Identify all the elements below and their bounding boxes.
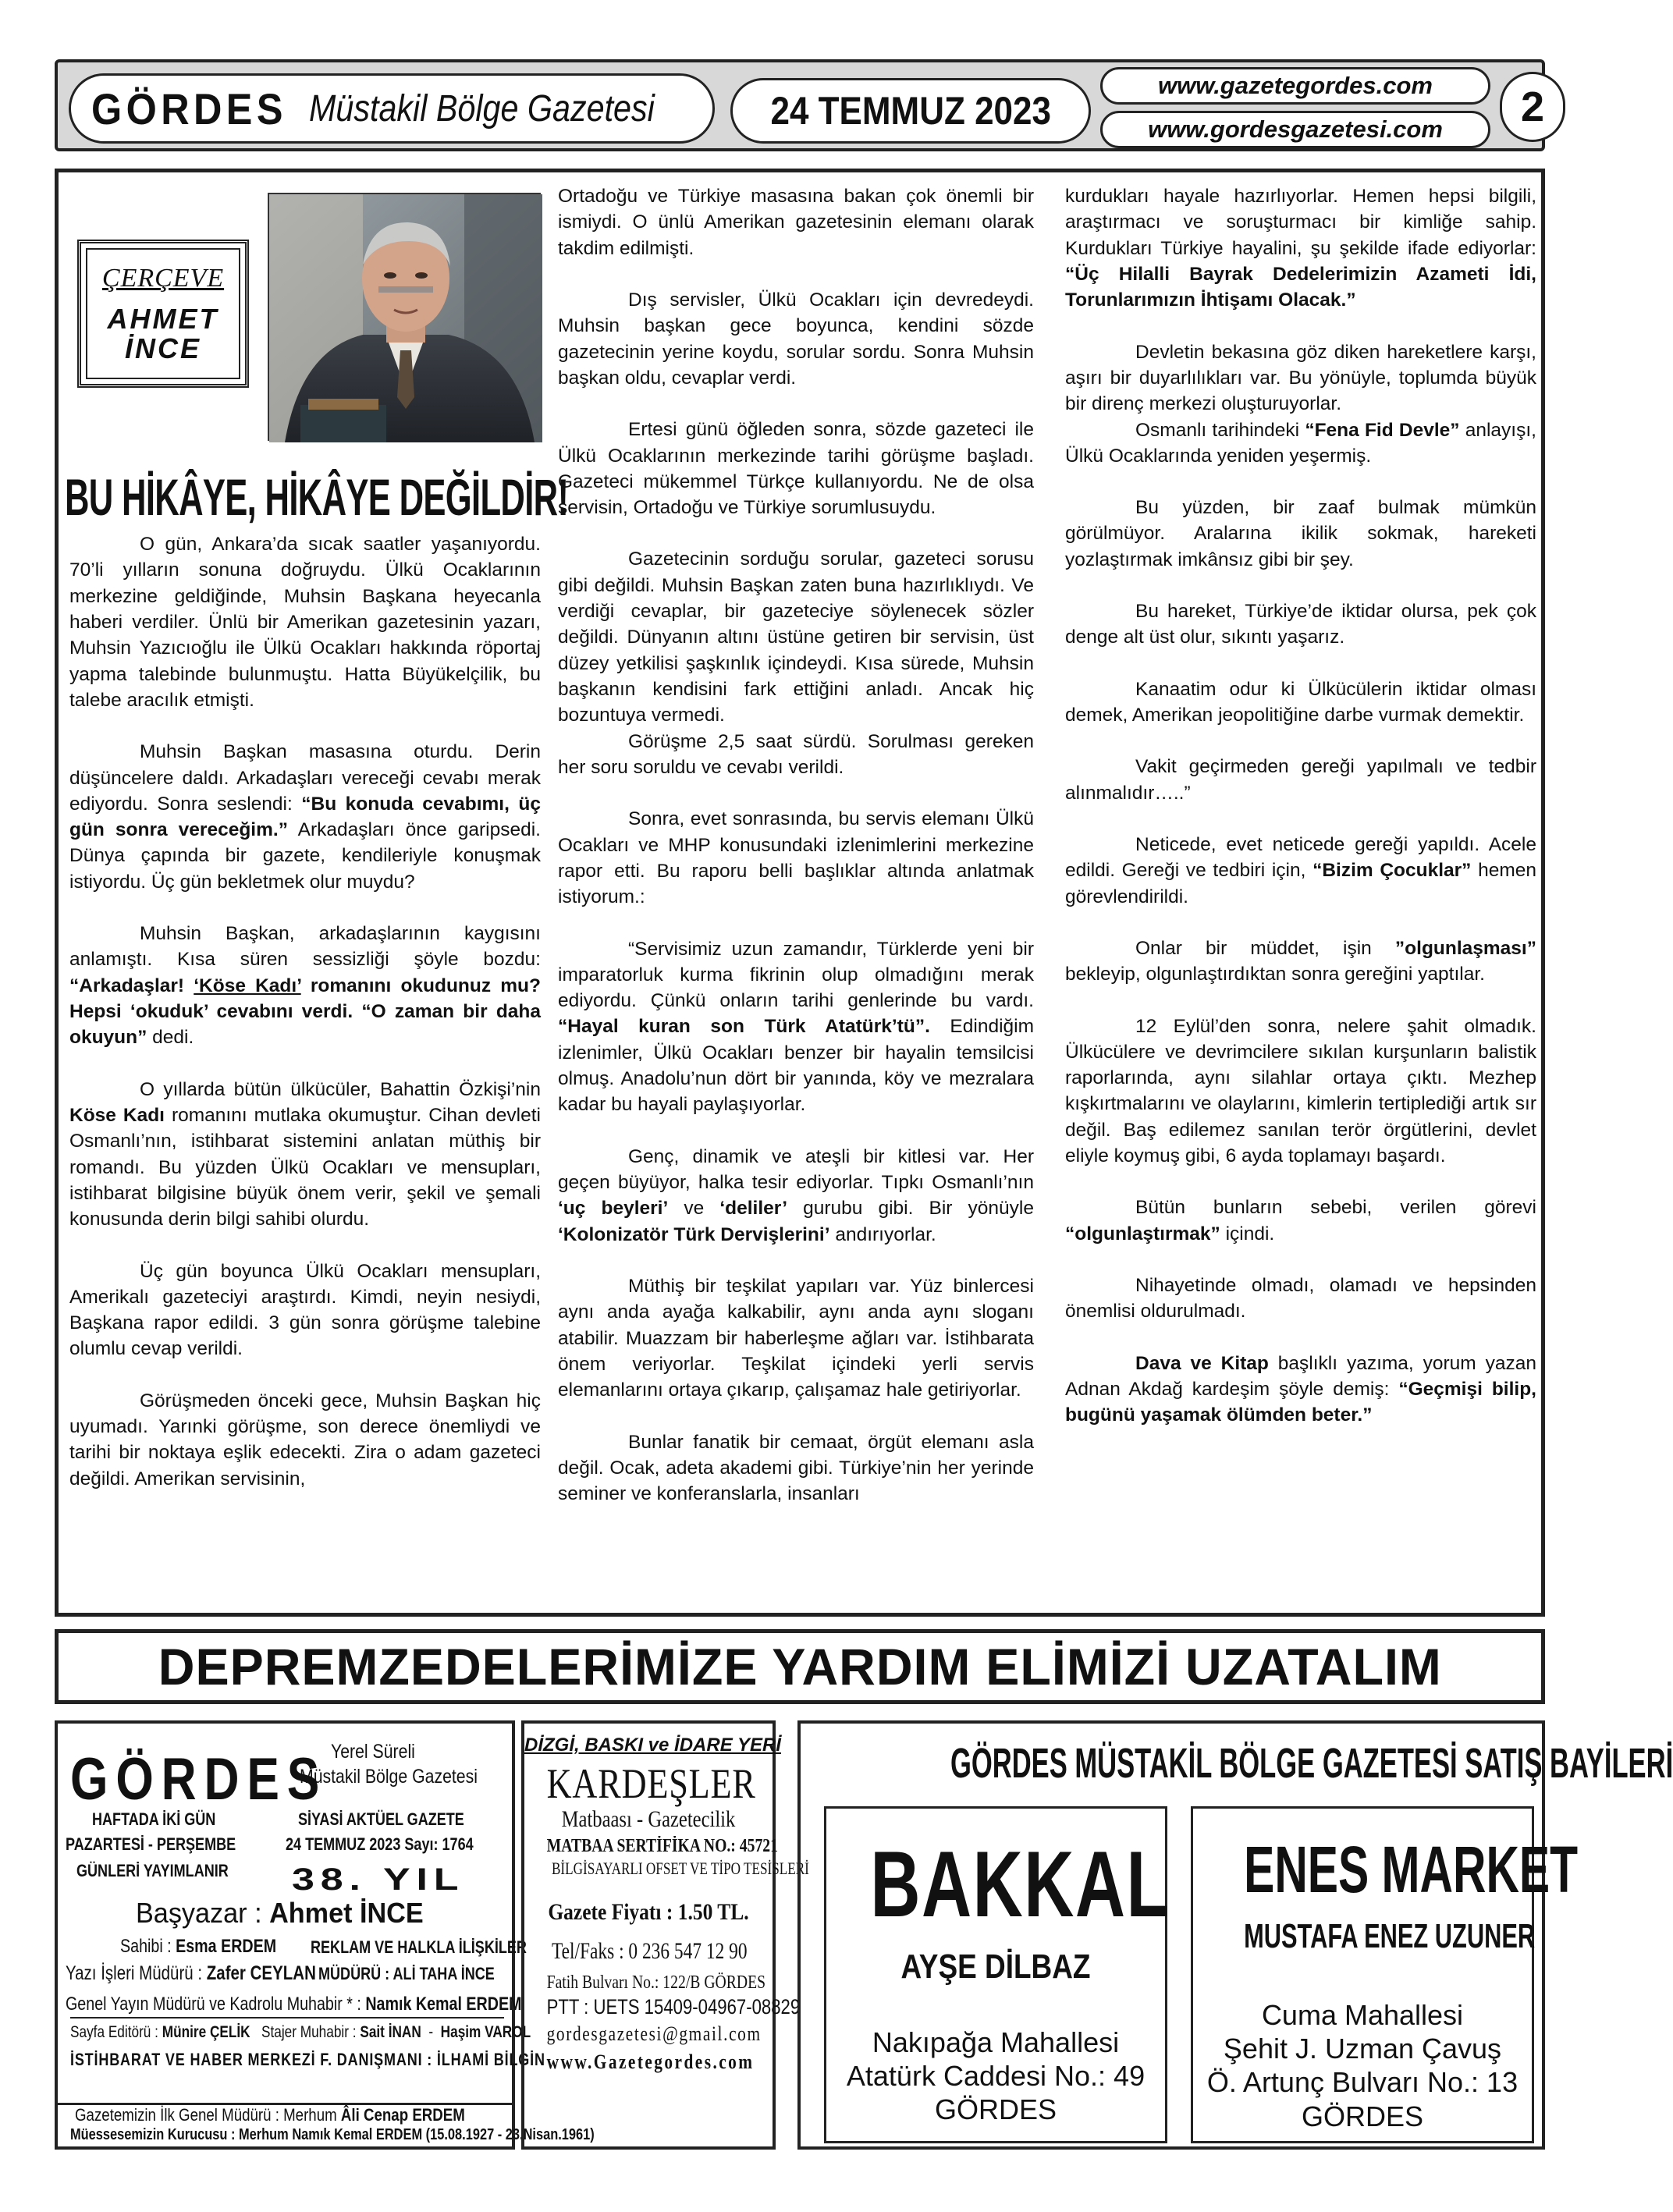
- dealer-owner: AYŞE DİLBAZ: [900, 1947, 1091, 1986]
- paragraph: Nihayetinde olmadı, olamadı ve hepsinden önemlisi oldurulmadı.: [1065, 1275, 1536, 1323]
- author-portrait-image: [269, 194, 542, 442]
- text-run: Arkadaşları önce garipsedi. Dünya çapında bir gazete, kendileriyle konuşmak istiyordu. Üç gün bekletmek olur muydu?: [69, 819, 541, 893]
- printer-website[interactable]: www.Gazetegordes.com: [546, 2050, 755, 2073]
- label: Başyazar :: [136, 1897, 270, 1929]
- paragraph: Devletin bekasına göz diken hareketlere karşı, aşırı bir duyarlılıkları var. Bu yönüyle, toplumda büyük bir direnç merkezi oluşturuyorlar.: [1065, 341, 1536, 415]
- imprint-sayfa: Sayfa Editörü : Münire ÇELİK Stajer Muhabir : Sait İNAN - Haşim VAROL: [70, 2023, 531, 2041]
- address-line: Atatürk Caddesi No.: 49: [846, 2060, 1146, 2093]
- paragraph: Ortadoğu ve Türkiye masasına bakan çok önemli bir ismiydi. O ünlü Amerikan gazetesinin elemanı olarak takdim edilmişti.: [558, 186, 1034, 259]
- text-run: Muhsin Başkan, arkadaşlarının kaygısını anlamıştı. Kısa süren sessizliği şöyle bozdu:: [69, 923, 541, 971]
- text-run: başlıklı yazıma, yorum yazan Adnan Akdağ kardeşim şöyle demiş:: [1065, 1352, 1536, 1400]
- article-column-2: [558, 183, 1034, 1507]
- text-run: anlayışı, Ülkü Ocaklarında yeniden yeşermiş.: [1065, 419, 1536, 467]
- dealer-name: BAKKAL: [870, 1832, 1170, 1937]
- label: Sahibi :: [120, 1936, 176, 1957]
- paragraph: Vakit geçirmeden gereği yapılmalı ve tedbir alınmalıdır…..”: [1065, 756, 1536, 804]
- paper-subtitle: Müstakil Bölge Gazetesi: [308, 87, 655, 130]
- imprint-reklam: REKLAM VE HALKLA İLİŞKİLER: [311, 1937, 527, 1957]
- printer-ptt: PTT : UETS 15409-04967-08829: [546, 1995, 801, 2018]
- address-line: GÖRDES: [1301, 2100, 1424, 2132]
- address-line: Nakıpağa Mahallesi: [872, 2026, 1120, 2058]
- issue-date: 24 TEMMUZ 2023: [770, 89, 1051, 133]
- address-line: GÖRDES: [934, 2093, 1057, 2126]
- bold-quote: “Arkadaşlar!: [69, 975, 194, 996]
- bold-quote: “Hayal kuran son Türk Atatürk’tü”.: [558, 1016, 930, 1038]
- bold-quote: “Üç Hilalli Bayrak Dedelerimizin Azameti İdi, Torunlarımızın İhtişamı Olacak.”: [1065, 263, 1536, 311]
- url-pill-2: [1100, 111, 1490, 148]
- bold-quote: romanını okudunuz mu? Hepsi ‘okuduk’ cevabını verdi. “O zaman bir daha okuyun”: [69, 975, 541, 1049]
- name: Âli Cenap ERDEM: [340, 2105, 465, 2125]
- author-photo: [268, 193, 541, 441]
- text-run: Edindiğim izlenimler, Ülkü Ocakları benzer bir hayalin temsilcisi olmuş. Anadolu’nun dört bir yanında, köy ve mezralara kadar bu hayali paylaşıyorlar.: [558, 1016, 1035, 1116]
- dealer-owner: MUSTAFA ENEZ UZUNER: [1244, 1917, 1536, 1955]
- text-run: “Servisimiz uzun zamandır, Türklerde yeni bir imparatorluk kurma fikrinin olup olmadığını merak ediyordu. Çünkü onların tarihi genlerinde bu vardı.: [558, 938, 1034, 1012]
- printer-box: [521, 1720, 809, 2150]
- dealers-title: GÖRDES MÜSTAKİL BÖLGE GAZETESİ SATIŞ BAYİLERİ: [950, 1740, 1673, 1787]
- url-pill-1: [1100, 67, 1490, 105]
- imprint-haftada: HAFTADA İKİ GÜN: [92, 1809, 216, 1829]
- dealer-card-bakkal: [824, 1806, 1170, 2143]
- imprint-ilk: [58, 2103, 512, 2126]
- bold-quote: “Bu konuda cevabımı, üç gün sonra vereceğim.”: [69, 793, 541, 841]
- newspaper-price: Gazete Fiyatı : 1.50 TL.: [548, 1899, 749, 1925]
- paragraph: Bu hareket, Türkiye’de iktidar olursa, pek çok denge alt üst olur, sıkıntı yaşarız.: [1065, 601, 1536, 648]
- column-box-inner: [86, 248, 240, 379]
- printer-email[interactable]: gordesgazetesi@gmail.com: [546, 2022, 762, 2045]
- bold-term: “Fena Fid Devle”: [1305, 419, 1460, 441]
- name: Ahmet İNCE: [269, 1897, 424, 1929]
- bold-term: ‘uç beyleri’: [558, 1198, 669, 1220]
- paragraph: [1065, 936, 1536, 988]
- text-run: romanını mutlaka okumuştur. Cihan devleti Osmanlı’nın, istihbarat sistemini anlatan müthiş bir romandı. Bu yüzden Ülkü Ocakları ve mensupları, istihbarat bilgisine büyük önem verir, şekil ve şemali konusunda derin bilgi sahibi olurdu.: [69, 1104, 542, 1230]
- text-run: Muhsin Başkan masasına oturdu. Derin düşüncelere daldı. Arkadaşları vereceği cevabı merak ediyordu. Sonra seslendi:: [69, 741, 541, 815]
- bold-term: Dava ve Kitap: [1135, 1352, 1269, 1374]
- imprint-mudur: MÜDÜRÜ : ALİ TAHA İNCE: [318, 1964, 495, 1983]
- imprint-paper-name: GÖRDES: [70, 1746, 328, 1813]
- dealer-address: [826, 2026, 1165, 2127]
- paragraph: [1065, 183, 1536, 314]
- bold-quote: ”olgunlaşması”: [1394, 937, 1536, 959]
- page-number: 2: [1520, 83, 1545, 130]
- paragraph: [69, 1077, 541, 1233]
- text-run: Osmanlı tarihindeki: [1135, 419, 1305, 441]
- text-run: Genç, dinamik ve ateşli bir kitlesi var. Her geçen büyüyor, halka tesir ediyorlar. Tıpkı Osmanlı’nın: [558, 1145, 1034, 1193]
- date-pill: [730, 78, 1091, 144]
- text-run: Bütün bunların sebebi, verilen görevi: [1135, 1197, 1536, 1219]
- imprint-gunleri: GÜNLERİ YAYIMLANIR: [76, 1861, 229, 1880]
- label: Yazı İşleri Müdürü :: [66, 1962, 207, 1984]
- column-author: [108, 304, 219, 364]
- dealer-address: [1193, 1998, 1532, 2133]
- label: Gazetemizin İlk Genel Müdürü : Merhum: [75, 2105, 341, 2125]
- page-number-pill: [1500, 72, 1565, 142]
- printer-cert: MATBAA SERTİFİKA NO.: 45721: [546, 1836, 778, 1856]
- paragraph: [1065, 1195, 1536, 1247]
- column-title: ÇERÇEVE: [101, 264, 225, 293]
- paragraph: Kanaatim odur ki Ülkücülerin iktidar olması demek, Amerikan jeopolitiğine darbe vurmak demektir.: [1065, 678, 1536, 726]
- imprint-yazi: [66, 1962, 316, 1985]
- imprint-kurucu: Müessesemizin Kurucusu : Merhum Namık Kemal ERDEM (15.08.1927 - 23.Nisan.1961): [70, 2126, 595, 2143]
- paragraph: Bunlar fanatik bir cemaat, örgüt elemanı asla değil. Ocak, adeta akademi gibi. Türkiye’nin her yerinde seminer ve konferanslarla, insanları: [558, 1431, 1034, 1505]
- article-headline: BU HİKÂYE, HİKÂYE DEĞİLDİR!: [65, 468, 569, 526]
- paragraph: [1065, 417, 1536, 470]
- paragraph: Görüşme 2,5 saat sürdü. Sorulması gereken her soru soruldu ve cevabı verildi.: [558, 730, 1034, 778]
- name: Münire ÇELİK: [162, 2023, 250, 2041]
- dealer-name: ENES MARKET: [1244, 1833, 1579, 1906]
- paragraph: Ertesi günü öğleden sonra, sözde gazeteci ile Ülkü Ocaklarının merkezinde tarihi görüşme başladı. Gazeteci mükemmel Türkçe kullanıyordu. Ne de olsa servisin, Ortadoğu ve Türkiye sorumlusuydu.: [558, 419, 1034, 519]
- text-run: Onlar bir müddet, işin: [1135, 937, 1395, 959]
- label: Stajer Muhabir :: [261, 2023, 361, 2041]
- paragraph: Bu yüzden, bir zaaf bulmak mümkün görülmüyor. Aralarına ikilik sokmak, hareketi yozlaştırmak imkânsız gibi bir şey.: [1065, 497, 1536, 570]
- imprint-mustakil: Müstakil Bölge Gazetesi: [300, 1766, 478, 1788]
- text-run: gurubu gibi. Bir yönüyle: [787, 1198, 1034, 1220]
- article: [55, 169, 1545, 1617]
- name: Namık Kemal ERDEM: [365, 1994, 522, 2015]
- imprint-editor-in-chief: [136, 1897, 424, 1930]
- article-column-1: [69, 531, 541, 1492]
- website-url-2[interactable]: www.gordesgazetesi.com: [1148, 115, 1443, 143]
- paragraph: Gazetecinin sorduğu sorular, gazeteci sorusu gibi değildi. Muhsin Başkan zaten buna hazırlıklıydı. Ve verdiği cevaplar, bir gazeteciye söylenecek sözler değildi. Dünyanın altını üstüne getiren bir servisin, üst düzey yetkilisi şaşkınlık içindeydi. Kısa sürede, Muhsin başkanın kendisini fark ettiğini anladı. Ancak hiç bozuntuya vermedi.: [558, 549, 1034, 726]
- name: Esma ERDEM: [176, 1936, 277, 1957]
- address-line: Ö. Artunç Bulvarı No.: 13: [1206, 2066, 1518, 2099]
- bold-quote: “olgunlaştırmak”: [1065, 1223, 1220, 1244]
- paragraph: [558, 1144, 1034, 1248]
- paragraph: [1065, 1351, 1536, 1429]
- printer-heading: DİZGİ, BASKI ve İDARE YERİ: [524, 1734, 781, 1756]
- address-line: Şehit J. Uzman Çavuş: [1223, 2033, 1502, 2065]
- dealers-box: [797, 1720, 1673, 2150]
- imprint-year: 38. YIL: [292, 1862, 465, 1897]
- paragraph: [558, 936, 1034, 1118]
- imprint-siyasi: SİYASİ AKTÜEL GAZETE: [298, 1809, 464, 1829]
- imprint-yerel: Yerel Süreli: [331, 1741, 415, 1763]
- paragraph: [69, 921, 541, 1051]
- bold-term: ‘deliler’: [719, 1198, 788, 1220]
- name: Sait İNAN: [360, 2023, 421, 2041]
- text-run: dedi.: [147, 1027, 194, 1049]
- paragraph: Görüşmeden önceki gece, Muhsin Başkan hiç uyumadı. Yarınki görüşme, son derece önemliydi ve tarihi bir noktaya eşlik edecekti. Zira o adam gazeteci değildi. Amerikan servisinin,: [69, 1390, 541, 1489]
- column-author-last: İNCE: [124, 332, 201, 364]
- imprint-pazartesi: PAZARTESİ - PERŞEMBE: [66, 1834, 236, 1854]
- column-box: [77, 240, 249, 388]
- paragraph: Dış servisler, Ülkü Ocakları için devredeydi. Muhsin başkan gece boyunca, kendini sözde gazetecinin yerine koydu, sorular sordu. Sonra Muhsin başkan oldu, cevaplar verdi.: [558, 289, 1034, 389]
- bold-term: ‘Kolonizatör Türk Dervişlerini’: [558, 1223, 830, 1245]
- paragraph: Müthiş bir teşkilat yapıları var. Yüz binlercesi aynı anda ayağa kalkabilir, aynı anda aynı sloganı atabilir. Muazzam bir haberleşme ağları var. İstihbarata önem veriyorlar. Teşkilat içindeki yerli servis elemanlarını ortaya çıkarıp, çalışamaz hale getiriyorlar.: [558, 1275, 1034, 1401]
- printer-tech: BİLGİSAYARLI OFSET VE TİPO TESİSLERİ: [551, 1859, 809, 1878]
- paper-name: GÖRDES: [91, 83, 287, 133]
- article-column-3: [1065, 183, 1536, 1429]
- divider: [70, 2017, 504, 2018]
- text-run: içindi.: [1220, 1223, 1275, 1244]
- imprint-genel: [66, 1994, 521, 2015]
- bold-quote: “Bizim Çocuklar”: [1312, 860, 1472, 882]
- paragraph: 12 Eylül’den sonra, nelere şahit olmadık. Ülkücülere ve devrimcilere sıkılan kurşunların balistik raporlarında, aynı silahlar ortaya çıktı. Mezhep kışkırtmalarını ve olaylarını, kimlerin tertiplediği artık sır değil. Baş edilemez sanılan terör örgütlerini, devlet eliyle koymuş gibi, 6 ayda toplamayı başardı.: [1065, 1015, 1536, 1167]
- printer-name: KARDEŞLER: [546, 1760, 756, 1807]
- dealer-card-enes-market: [1191, 1806, 1579, 2143]
- text-run: bekleyip, olgunlaştırdıktan sonra gereğini yaptılar.: [1065, 964, 1485, 985]
- masthead-title-pill: [69, 73, 715, 144]
- book-title: Köse Kadı: [69, 1104, 165, 1126]
- imprint-istihbarat: İSTİHBARAT VE HABER MERKEZİ F. DANIŞMANI : İLHAMİ BİLGİN: [70, 2050, 545, 2069]
- paragraph: Üç gün boyunca Ülkü Ocakları mensupları, Amerikalı gazeteciyi araştırdı. Kimdi, neyin nesiydi, Başkana rapor edildi. 3 gün sonra görüşme talebine olumlu cevap verildi.: [69, 1260, 541, 1360]
- name: Haşim VAROL: [440, 2023, 531, 2041]
- banner-text: DEPREMZEDELERİMİZE YARDIM ELİMİZİ UZATALIM: [158, 1638, 1442, 1695]
- text-run: O yıllarda bütün ülkücüler, Bahattin Özkişi’nin: [140, 1078, 541, 1100]
- text-run: Neticede, evet neticede gereği yapıldı. Acele edildi. Gereği ve tedbiri için,: [1065, 833, 1536, 882]
- paragraph: [1065, 832, 1536, 910]
- address-line: Cuma Mahallesi: [1261, 1999, 1464, 2031]
- paragraph: Sonra, evet sonrasında, bu servis elemanı Ülkü Ocakları ve MHP konusundaki izlenimlerini merkezine rapor etti. Bu raporu belli başlıklar altında anlatmak istiyorum.:: [558, 808, 1034, 908]
- paragraph: O gün, Ankara’da sıcak saatler yaşanıyordu. 70’li yılların sonuna doğruydu. Ülkü Ocaklarının merkezine geldiğinde, Muhsin Başkana heyecanla haberi verdiler. Ünlü bir Amerikan gazetesinin yazarı, Muhsin Yazıcıoğlu ile Ülkü Ocakları hakkında röportaj yapma talebinde bulunmuştu. Hatta Büyükelçilik, bu talebe aracılık etmişti.: [69, 534, 541, 711]
- text-run: kurdukları hayale hazırlıyorlar. Hemen hepsi bilgili, araştırmacı ve soruşturmacı bir kimliğe sahip. Kurdukları Türkiye hayalini, şu şekilde ifade ediyorlar:: [1065, 186, 1536, 259]
- text-run: ve: [668, 1198, 720, 1220]
- bold-quote: “Geçmişi bilip, bugünü yaşamak ölümden beter.”: [1065, 1378, 1536, 1426]
- masthead: [55, 59, 1545, 151]
- imprint-owner: [120, 1936, 276, 1958]
- printer-subtitle: Matbaası - Gazetecilik: [561, 1806, 736, 1832]
- earthquake-banner: [55, 1629, 1545, 1704]
- printer-address: Fatih Bulvarı No.: 122/B GÖRDES: [546, 1972, 766, 1993]
- website-url-1[interactable]: www.gazetegordes.com: [1158, 72, 1433, 99]
- text-run: andırıyorlar.: [829, 1223, 936, 1245]
- label: Genel Yayın Müdürü ve Kadrolu Muhabir * :: [66, 1994, 366, 2015]
- column-author-first: AHMET: [107, 303, 219, 336]
- name: Zafer CEYLAN: [206, 1962, 316, 1984]
- printer-phone: Tel/Faks : 0 236 547 12 90: [551, 1938, 748, 1964]
- imprint-date-issue: 24 TEMMUZ 2023 Sayı: 1764: [286, 1834, 474, 1854]
- imprint-box: [55, 1720, 595, 2150]
- book-title-underlined: ‘Köse Kadı’: [194, 975, 301, 996]
- text-run: hemen görevlendirildi.: [1065, 860, 1536, 907]
- label: Sayfa Editörü :: [70, 2023, 162, 2041]
- paragraph: [69, 739, 541, 895]
